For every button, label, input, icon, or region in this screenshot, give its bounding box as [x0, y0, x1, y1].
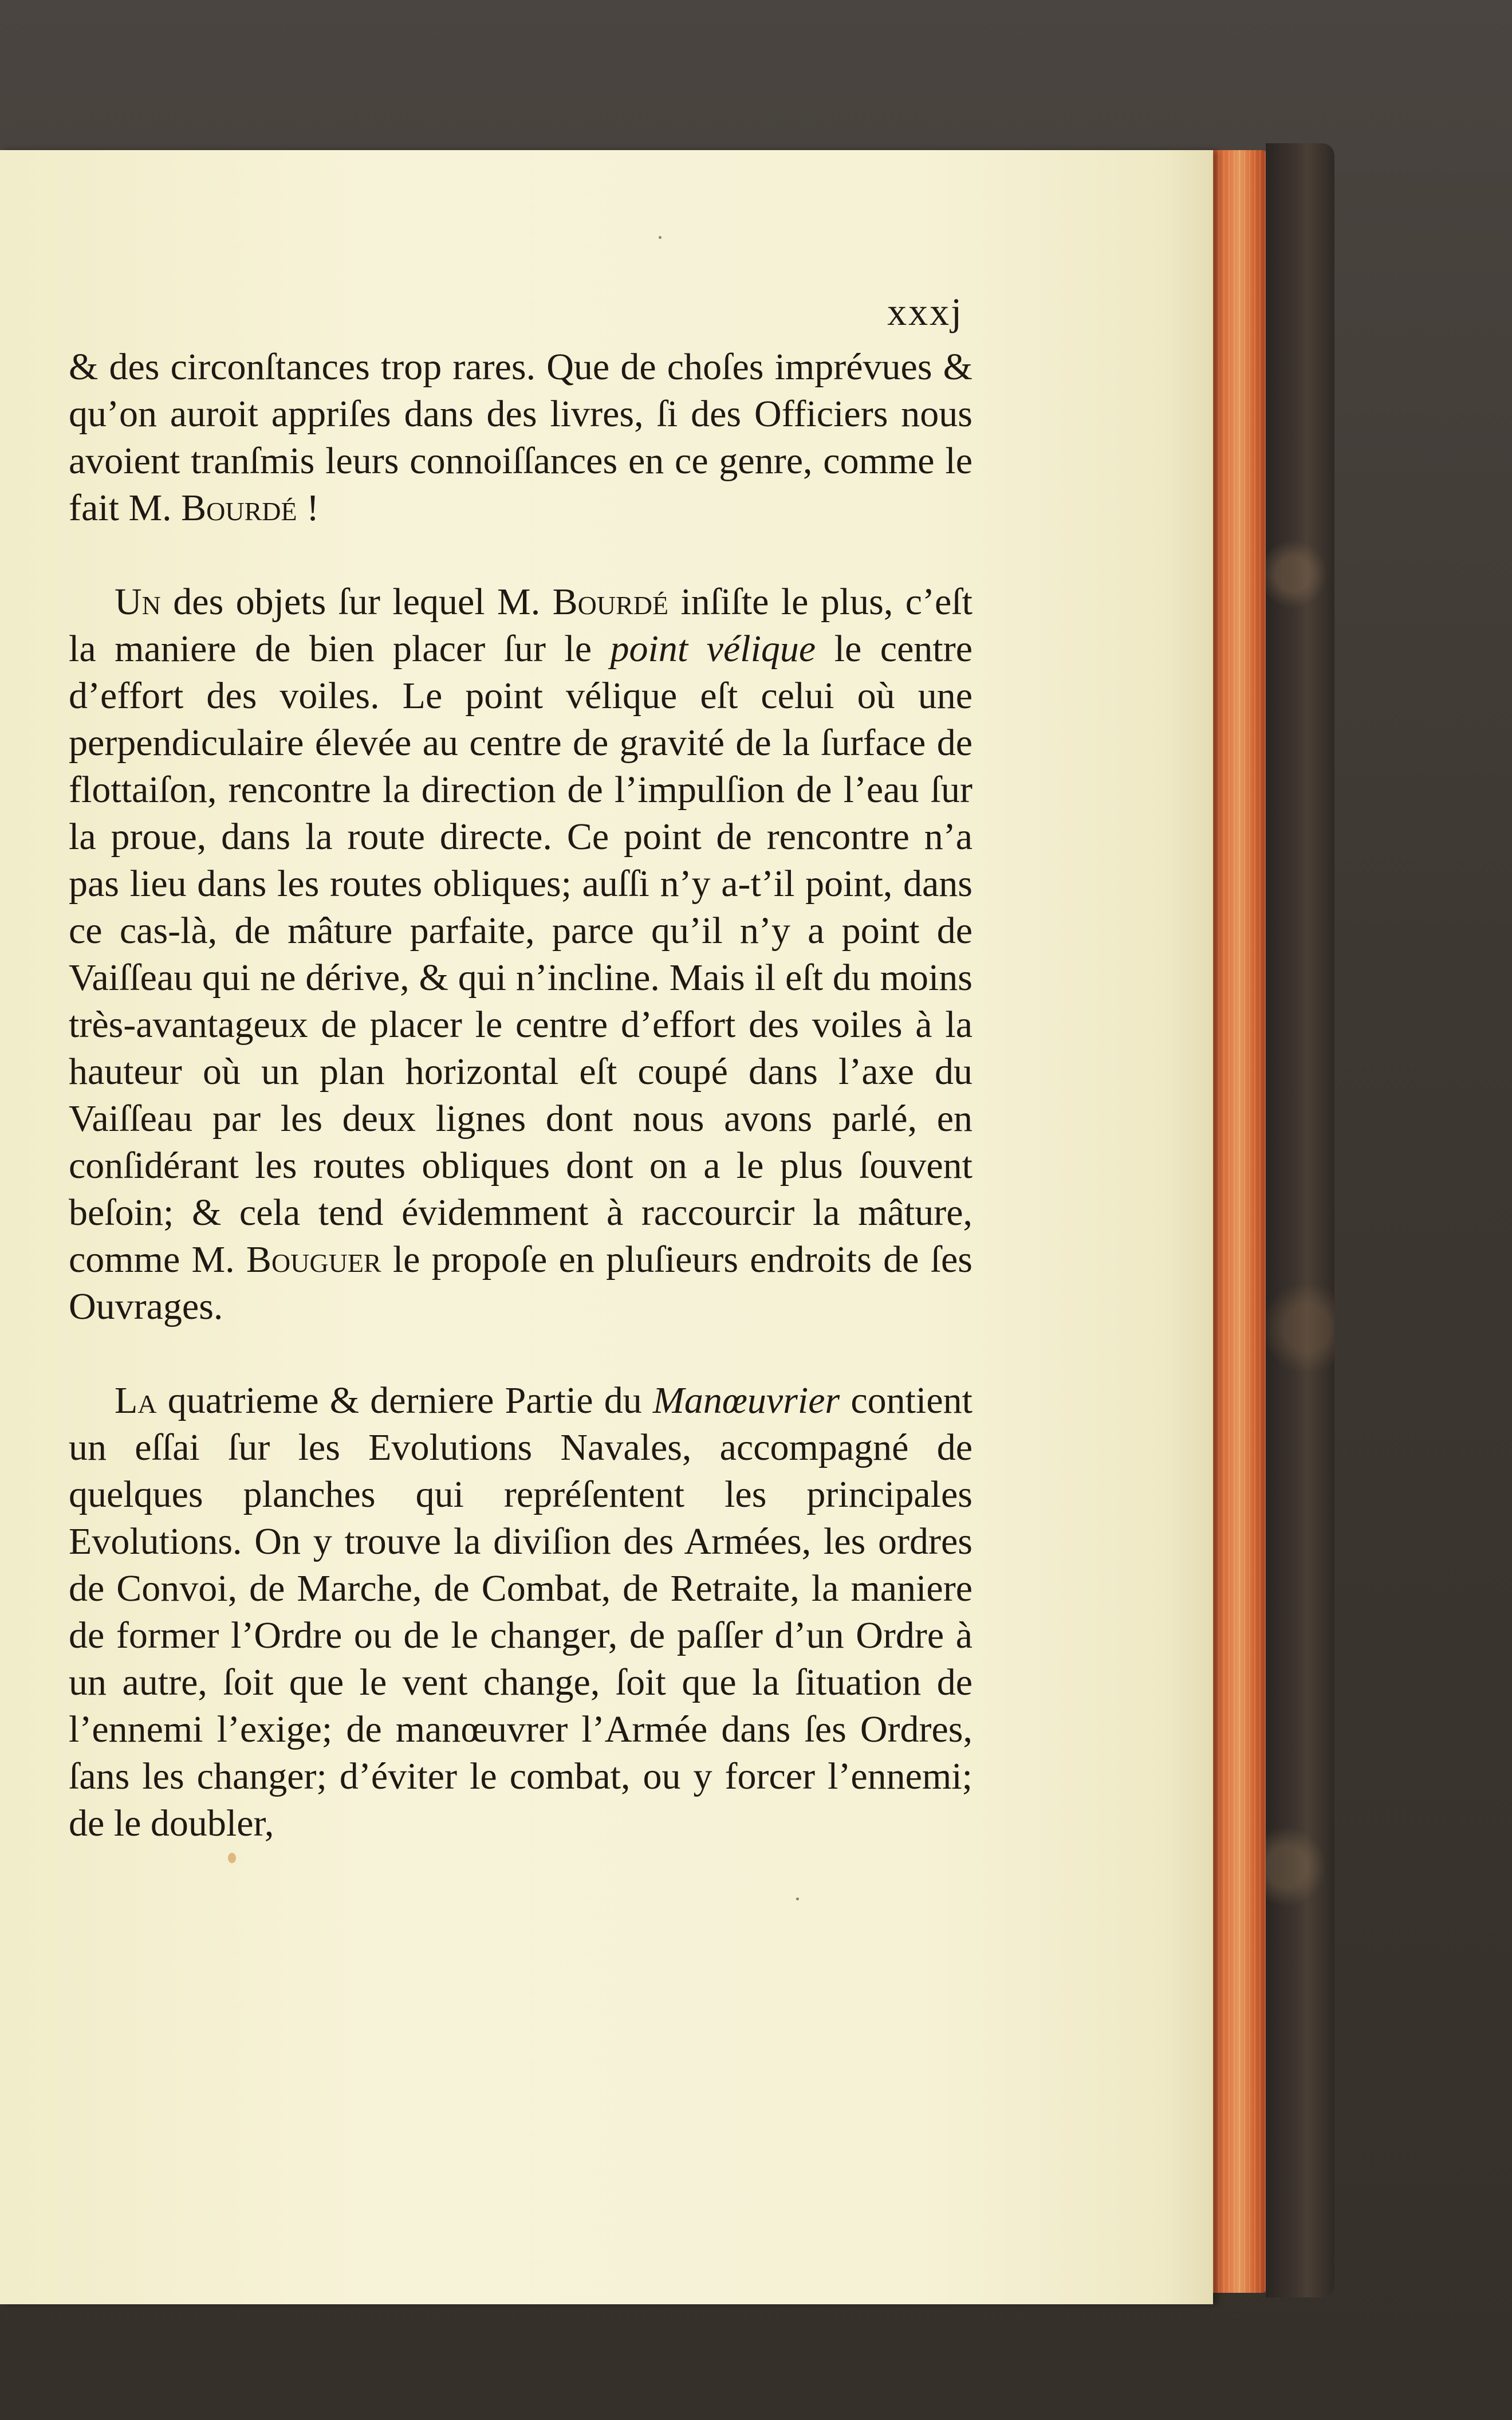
text-run: & des circonſtances trop rares. Que de choſes imprévues & qu’on auroit appriſes dans des livres, ſi des Officiers nous avoient tranſmis leurs connoiſſances en ce genre, comme le fait M. [69, 346, 972, 529]
text-run: quatrieme & derniere Partie du [156, 1380, 653, 1421]
text-run: des objets ſur lequel M. [160, 581, 553, 623]
body-text [69, 344, 972, 1847]
page-edge [1213, 150, 1266, 2293]
italic-run: Manœuvrier [652, 1380, 840, 1421]
paper-dot [796, 1897, 799, 1900]
page-edge-lines [1213, 150, 1266, 2293]
small-caps-run: Un [115, 581, 161, 623]
paper-speck [228, 1853, 236, 1863]
text-run: le propoſe en pluſieurs endroits de ſes Ouvrages. [69, 1239, 972, 1327]
small-caps-run: La [115, 1380, 157, 1421]
text-run: le centre d’effort des voiles. Le point vélique eſt celui où une perpendiculaire élevée au centre de gravité de la ſurface de flottaiſon, rencontre la direction de l’impulſion de l’eau ſur la proue, dans la route directe. Ce point de rencontre n’a pas lieu dans les routes obliques; auſſi n’y a-t’il point, dans ce cas-là, de mâture parfaite, parce qu’il n’y a point de Vaiſſeau qui ne dérive, & qui n’incline. Mais il eſt du moins très-avantageux de placer le centre d’effort des voiles à la hauteur où un plan horizontal eſt coupé dans l’axe du Vaiſſeau par les deux lignes dont nous avons parlé, en conſidérant les routes obliques dont on a le plus ſouvent beſoin; & cela tend évidemment à raccourcir la mâture, comme M. [69, 628, 973, 1280]
small-caps-run: Bouguer [246, 1239, 381, 1280]
paragraph [69, 579, 972, 1330]
text-run: inſiſte le plus, c’eſt la maniere de bien placer ſur le [69, 581, 972, 670]
book-cover [1266, 143, 1334, 2297]
small-caps-run: Bourdé [181, 487, 297, 529]
italic-run: point vélique [610, 628, 816, 670]
text-run: ! [297, 487, 320, 529]
cover-texture [1266, 143, 1334, 2297]
paper-dot [659, 236, 662, 239]
small-caps-run: Bourdé [552, 581, 669, 623]
page-number: xxxj [887, 290, 963, 333]
paragraph [69, 344, 972, 532]
paragraph [69, 1377, 972, 1847]
text-run: contient un eſſai ſur les Evolutions Navales, accompagné de quelques planches qui repréſentent les principales Evolutions. On y trouve la diviſion des Armées, les ordres de Convoi, de Marche, de Combat, de Retraite, la maniere de former l’Ordre ou de le changer, de paſſer d’un Ordre à un autre, ſoit que le vent change, ſoit que la ſituation de l’ennemi l’exige; de manœuvrer l’Armée dans ſes Ordres, ſans les changer; d’éviter le combat, ou y forcer l’ennemi; de le doubler, [69, 1380, 972, 1844]
